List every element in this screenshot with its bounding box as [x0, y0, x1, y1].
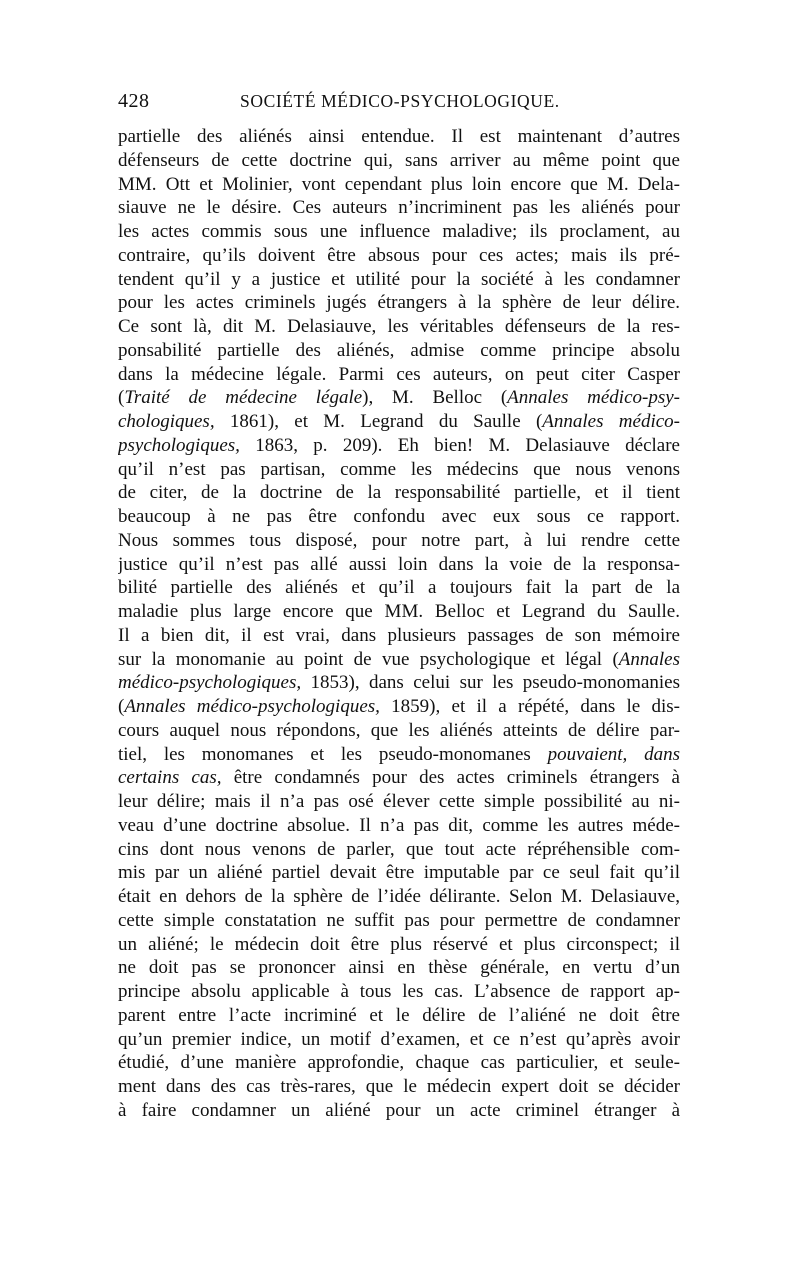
text-line [118, 386, 680, 410]
italic-text-run: psychologiques, [118, 434, 240, 456]
text-line [118, 339, 680, 363]
text-run: 1859), et il a répété, dans le dis- [379, 696, 680, 717]
text-run: qu’il n’est pas partisan, comme les médecins que nous venons [118, 458, 680, 480]
text-run: tiel, les monomanes et les pseudo-monomanes [118, 743, 548, 765]
text-run: Nous sommes tous disposé, pour notre part, à lui rendre cette [118, 529, 680, 551]
text-line [118, 434, 680, 458]
page-header [118, 90, 680, 116]
text-run: ( [118, 387, 125, 409]
text-line [118, 648, 680, 672]
running-title: SOCIÉTÉ MÉDICO-PSYCHOLOGIQUE. [240, 91, 560, 111]
text-line [118, 671, 680, 695]
text-line [118, 149, 680, 173]
text-run: qu’un premier indice, un motif d’examen, et ce n’est qu’après avoir [118, 1028, 680, 1050]
text-line [118, 1099, 680, 1123]
text-run: ment dans des cas très-rares, que le médecin expert doit se décider [118, 1076, 680, 1097]
text-run: beaucoup à ne pas être confondu avec eux sous ce rapport. [118, 506, 680, 527]
text-run: ne doit pas se prononcer ainsi en thèse générale, en vertu d’un [118, 957, 680, 979]
text-run: les actes commis sous une influence maladive; ils proclament, au [118, 221, 680, 242]
text-run: de citer, de la doctrine de la responsabilité partielle, et il tient [118, 482, 680, 504]
text-run: ponsabilité partielle des aliénés, admise comme principe absolu [118, 339, 680, 361]
text-run: Ce sont là, dit M. Delasiauve, les véritables défenseurs de la res- [118, 316, 680, 337]
italic-text-run: Annales [618, 648, 680, 670]
italic-text-run: Traité de médecine légale [124, 387, 363, 409]
text-run: parent entre l’acte incriminé et le délire de l’aliéné ne doit être [118, 1004, 680, 1026]
italic-text-run: Annales médico- [542, 411, 680, 432]
text-line [118, 291, 680, 315]
text-line [118, 173, 680, 197]
text-run: 1861), et M. Legrand du Saulle ( [214, 411, 543, 432]
italic-text-run: Annales médico-psychologiques, [124, 696, 380, 717]
text-run: dans la médecine légale. Parmi ces auteurs, on peut citer Casper [118, 363, 680, 385]
text-line [118, 980, 680, 1004]
italic-text-run: chologiques, [118, 411, 215, 432]
text-line [118, 363, 680, 387]
text-line [118, 196, 680, 220]
body-text [118, 125, 680, 1123]
text-line [118, 553, 680, 577]
text-line [118, 1075, 680, 1099]
text-run: siauve ne le désire. Ces auteurs n’incriminent pas les aliénés pour [118, 197, 680, 219]
text-run: ( [118, 696, 125, 717]
page-number: 428 [118, 90, 150, 112]
text-run: maladie plus large encore que MM. Belloc et Legrand du Saulle. [118, 601, 680, 622]
text-run: ), M. Belloc ( [362, 387, 508, 409]
text-line [118, 1028, 680, 1052]
text-run: partielle des aliénés ainsi entendue. Il est maintenant d’autres [118, 126, 680, 147]
text-run: leur délire; mais il n’a pas osé élever cette simple possibilité au ni- [118, 791, 680, 812]
text-line [118, 600, 680, 624]
text-line [118, 885, 680, 909]
text-line [118, 695, 680, 719]
text-line [118, 505, 680, 529]
text-run: cette simple constatation ne suffit pas pour permettre de condamner [118, 909, 680, 931]
text-line [118, 861, 680, 885]
text-line [118, 719, 680, 743]
text-run: veau d’une doctrine absolue. Il n’a pas dit, comme les autres méde- [118, 814, 680, 836]
italic-text-run: certains cas, [118, 767, 222, 789]
text-run: justice qu’il n’est pas allé aussi loin dans la voie de la responsa- [118, 553, 680, 575]
text-line [118, 529, 680, 553]
text-line [118, 481, 680, 505]
text-run: être condamnés pour des actes criminels étrangers à [221, 767, 680, 789]
text-line [118, 814, 680, 838]
text-run: bilité partielle des aliénés et qu’il a toujours fait la part de la [118, 577, 680, 599]
text-run: était en dehors de la sphère de l’idée délirante. Selon M. Delasiauve, [118, 886, 680, 907]
text-line [118, 244, 680, 268]
text-run: 1863, p. 209). Eh bien! M. Delasiauve déclare [239, 434, 680, 456]
text-run: à faire condamner un aliéné pour un acte criminel étranger à [118, 1099, 680, 1121]
text-line [118, 624, 680, 648]
text-line [118, 1004, 680, 1028]
text-run: défenseurs de cette doctrine qui, sans arriver au même point que [118, 149, 680, 171]
text-run: cins dont nous venons de parler, que tout acte répréhensible com- [118, 838, 680, 860]
text-line [118, 909, 680, 933]
text-run: cours auquel nous répondons, que les aliénés atteints de délire par- [118, 719, 680, 741]
text-run: Il a bien dit, il est vrai, dans plusieurs passages de son mémoire [118, 624, 680, 646]
text-run: contraire, qu’ils doivent être absous pour ces actes; mais ils pré- [118, 244, 680, 266]
text-line [118, 458, 680, 482]
text-line [118, 766, 680, 790]
text-run: mis par un aliéné partiel devait être imputable par ce seul fait qu’il [118, 862, 680, 884]
text-run: principe absolu applicable à tous les cas. L’absence de rapport ap- [118, 981, 680, 1002]
text-line [118, 125, 680, 149]
text-line [118, 220, 680, 244]
text-line [118, 315, 680, 339]
text-line [118, 838, 680, 862]
text-run: étudié, d’une manière approfondie, chaque cas particulier, et seule- [118, 1052, 680, 1074]
text-line [118, 410, 680, 434]
text-line [118, 790, 680, 814]
italic-text-run: Annales médico-psy- [507, 387, 680, 409]
text-line [118, 956, 680, 980]
text-run: sur la monomanie au point de vue psychologique et légal ( [118, 648, 619, 670]
text-run: tendent qu’il y a justice et utilité pour la société à les condamner [118, 268, 680, 290]
text-run: 1853), dans celui sur les pseudo-monomanies [301, 672, 680, 694]
text-line [118, 743, 680, 767]
text-line [118, 1051, 680, 1075]
italic-text-run: médico-psychologiques, [118, 672, 302, 694]
text-line [118, 268, 680, 292]
text-line [118, 933, 680, 957]
text-run: un aliéné; le médecin doit être plus réservé et plus circonspect; il [118, 933, 680, 955]
text-run: MM. Ott et Molinier, vont cependant plus loin encore que M. Dela- [118, 173, 680, 195]
text-line [118, 576, 680, 600]
text-run: pour les actes criminels jugés étrangers à la sphère de leur délire. [118, 292, 680, 314]
italic-text-run: pouvaient, dans [547, 743, 680, 765]
